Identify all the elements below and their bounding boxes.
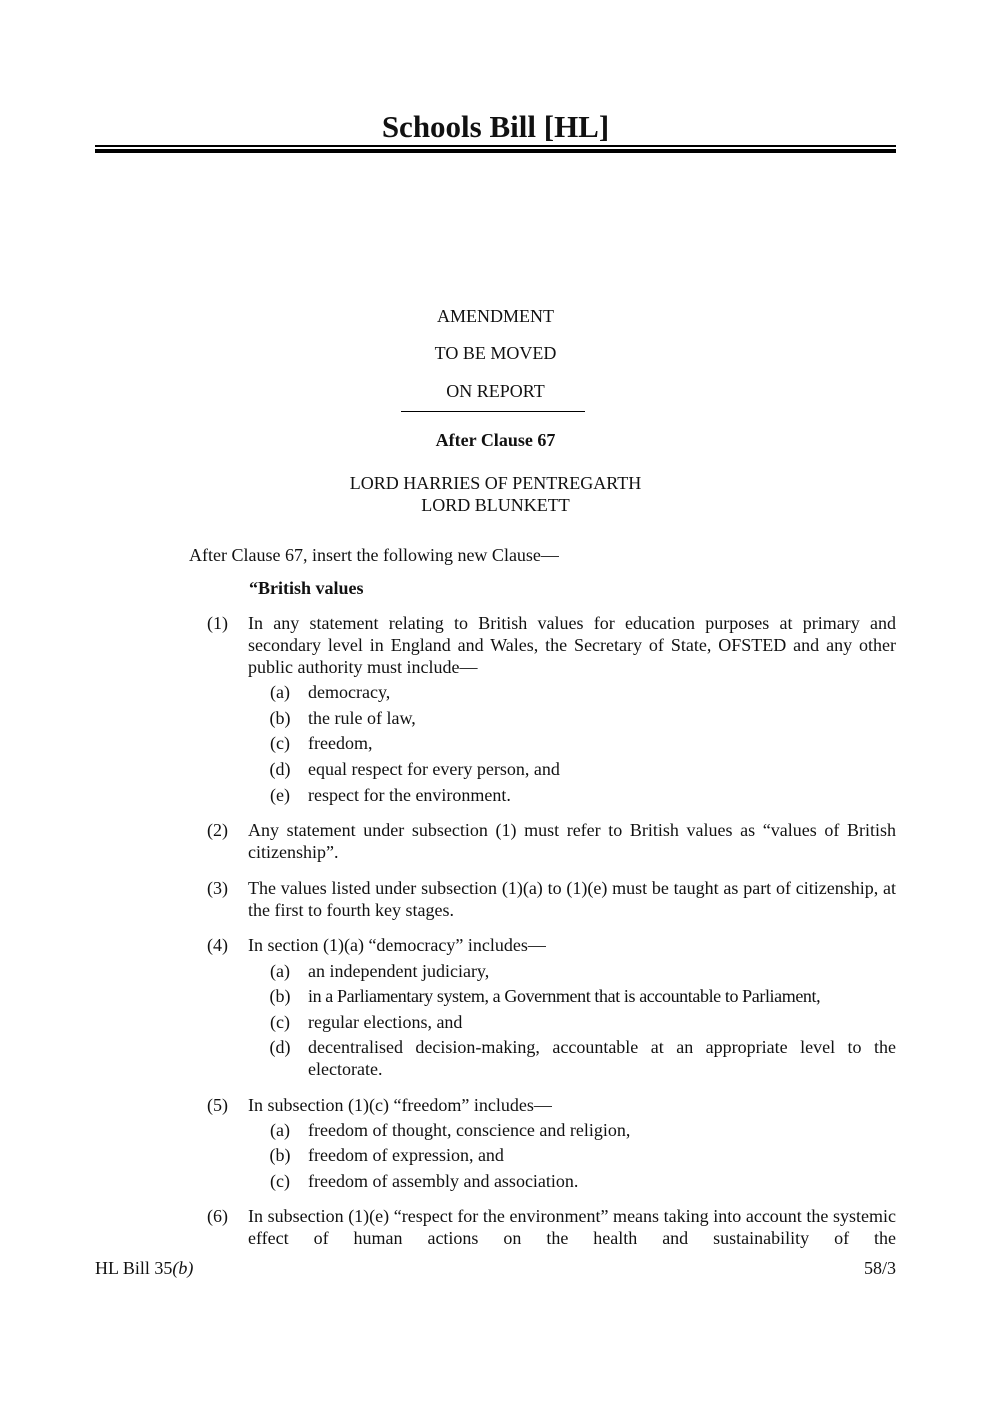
item-label: (d) <box>269 759 291 779</box>
item-text: the rule of law, <box>308 708 416 728</box>
heading-to-be-moved: TO BE MOVED <box>434 343 557 363</box>
item-text: an independent judiciary, <box>308 961 490 981</box>
item-label: (b) <box>269 1145 291 1165</box>
title-rule-thin <box>95 145 896 147</box>
title-rule-thick <box>95 149 896 153</box>
bill-number: HL Bill 35 <box>95 1258 173 1278</box>
subsection-number: (4) <box>207 935 228 955</box>
item-text: freedom, <box>308 733 373 753</box>
item-text: equal respect for every person, and <box>308 759 560 779</box>
subsection-number: (3) <box>207 878 228 898</box>
item-label: (d) <box>269 1037 291 1057</box>
subsection-number: (1) <box>207 613 228 633</box>
item-label: (c) <box>270 1171 290 1191</box>
heading-amendment: AMENDMENT <box>437 306 554 326</box>
item-text: regular elections, and <box>308 1012 463 1032</box>
item-text: in a Parliamentary system, a Government that is accountable to Parliament, <box>308 986 821 1006</box>
subsection-number: (2) <box>207 820 228 840</box>
subsection-text: In subsection (1)(e) “respect for the environment” means taking into account the systemic effect of human actions on the health and sustainability of the <box>248 1206 896 1248</box>
amendment-page-number: 58/3 <box>863 1258 896 1278</box>
item-text: freedom of assembly and association. <box>308 1171 579 1191</box>
item-label: (b) <box>269 986 291 1006</box>
item-label: (a) <box>270 961 290 981</box>
item-label: (a) <box>270 1120 290 1140</box>
subsection-text: The values listed under subsection (1)(a) to (1)(e) must be taught as part of citizenship, at the first to fourth key stages. <box>248 878 896 920</box>
item-label: (c) <box>270 1012 290 1032</box>
item-label: (a) <box>270 682 290 702</box>
document-title: Schools Bill [HL] <box>381 109 610 144</box>
item-text: decentralised decision-making, accountable at an appropriate level to the electorate. <box>308 1037 896 1079</box>
item-label: (c) <box>270 733 290 753</box>
clause-position: After Clause 67 <box>435 430 556 450</box>
mover: LORD BLUNKETT <box>421 495 570 515</box>
bill-reference <box>95 1257 193 1279</box>
subsection-text: In section (1)(a) “democracy” includes— <box>248 935 546 955</box>
instruction: After Clause 67, insert the following new Clause— <box>189 545 559 565</box>
mover: LORD HARRIES OF PENTREGARTH <box>349 473 642 493</box>
subsection-text: Any statement under subsection (1) must refer to British values as “values of British citizenship”. <box>248 820 896 862</box>
item-label: (e) <box>270 785 290 805</box>
item-text: freedom of thought, conscience and religion, <box>308 1120 631 1140</box>
heading-rule <box>401 411 585 412</box>
bill-print-suffix: (b) <box>172 1258 194 1278</box>
item-label: (b) <box>269 708 291 728</box>
subsection-text: In any statement relating to British values for education purposes at primary and secondary level in England and Wales, the Secretary of State, OFSTED and any other public authority must include— <box>248 613 896 677</box>
item-text: democracy, <box>308 682 391 702</box>
subsection-text: In subsection (1)(c) “freedom” includes— <box>248 1095 552 1115</box>
subsection-number: (5) <box>207 1095 228 1115</box>
heading-on-report: ON REPORT <box>446 381 545 401</box>
item-text: freedom of expression, and <box>308 1145 504 1165</box>
item-text: respect for the environment. <box>308 785 511 805</box>
clause-title: “British values <box>249 578 364 598</box>
subsection-number: (6) <box>207 1206 228 1226</box>
